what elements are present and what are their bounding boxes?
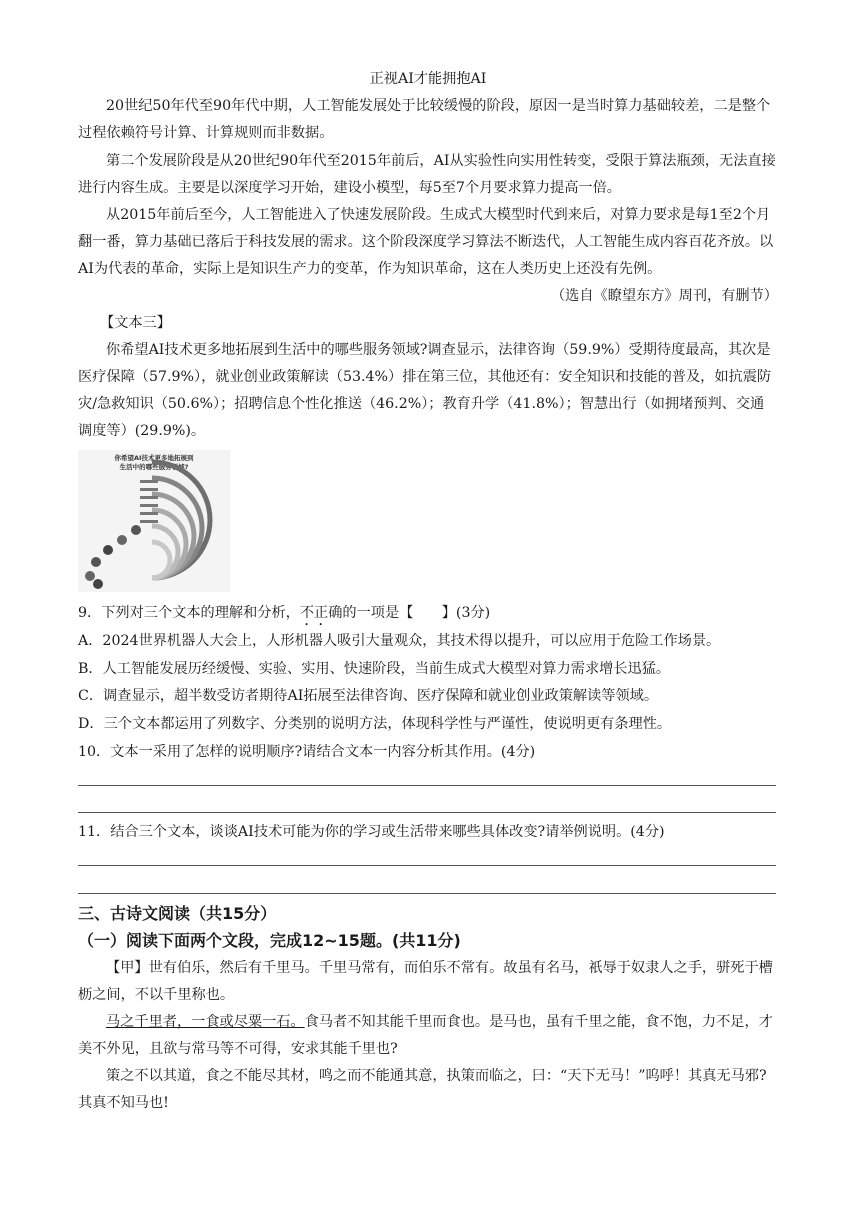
question-11: 11．结合三个文本，谈谈AI技术可能为你的学习或生活带来哪些具体改变?请举例说明。(4分) <box>78 824 665 840</box>
answer-line-q11-2[interactable] <box>78 893 776 894</box>
article-title: 正视AI才能拥抱AI <box>369 71 487 87</box>
section-3-heading: 三、古诗文阅读（共15分） <box>78 904 277 923</box>
text2-paragraph-2: 第二个发展阶段是从20世纪90年代至2015年前后，AI从实验性向实用性转变，受限于算法瓶颈，无法直接进行内容生成。主要是以深度学习开始，建设小模型，每5至7个月要求算力提高一倍。 <box>78 153 776 196</box>
text2-source: （选自《瞭望东方》周刊，有删节） <box>550 288 778 304</box>
jia-label: 【甲】 <box>106 960 149 976</box>
question-10: 10．文本一采用了怎样的说明顺序?请结合文本一内容分析其作用。(4分) <box>78 744 536 760</box>
jia-paragraph-1 <box>78 955 778 1009</box>
question-9-option-c: C．调查显示，超半数受访者期待AI拓展至法律咨询、医疗保障和就业创业政策解读等领域。 <box>78 688 659 704</box>
survey-figure <box>78 450 230 592</box>
question-9-option-a: A．2024世界机器人大会上，人形机器人吸引大量观众，其技术得以提升，可以应用于危险工作场景。 <box>78 633 721 649</box>
q9-stem-part-a: 9．下列对三个文本的理解和分析， <box>78 605 300 621</box>
jia-paragraph-3: 策之不以其道，食之不能尽其材，鸣之而不能通其意，执策而临之，曰：“天下无马！”呜呼！其真无马邪?其真不知马也! <box>78 1068 767 1111</box>
answer-line-q10-2[interactable] <box>78 812 776 813</box>
question-9-stem <box>78 600 778 629</box>
answer-line-q11-1[interactable] <box>78 865 776 866</box>
answer-line-q10-1[interactable] <box>78 785 776 786</box>
text2-paragraph-3: 从2015年前后至今，人工智能进入了快速发展阶段。生成式大模型时代到来后，对算力要求是每1至2个月翻一番，算力基础已落后于科技发展的需求。这个阶段深度学习算法不断迭代，人工智能生成内容百花齐放。以AI为代表的革命，实际上是知识生产力的变革，作为知识革命，这在人类历史上还没有先例。 <box>78 207 774 277</box>
jia-paragraph-2 <box>78 1009 778 1063</box>
survey-radial-chart <box>78 450 230 592</box>
jia-paragraph-2-text: 食马者不知其能千里而食也。是马也，虽有千里之能，食不饱，力不足，才美不外见，且欲与常马等不可得，安求其能千里也? <box>78 1014 773 1057</box>
figure-title-line1: 你希望AI技术更多地拓展到 <box>114 454 194 462</box>
q9-stem-part-b: 确的一项是【 】(3分) <box>328 605 491 621</box>
underlined-sentence: 马之千里者，一食或尽粟一石。 <box>106 1014 305 1030</box>
section-3-subheading: （一）阅读下面两个文段，完成12~15题。(共11分) <box>78 931 461 950</box>
figure-title-line2: 生活中的哪些服务领域? <box>119 463 189 471</box>
text3-label: 【文本三】 <box>100 315 171 331</box>
text2-paragraph-1: 20世纪50年代至90年代中期，人工智能发展处于比较缓慢的阶段，原因一是当时算力基础较差，二是整个过程依赖符号计算、计算规则而非数据。 <box>78 98 771 141</box>
question-9-option-d: D．三个文本都运用了列数字、分类别的说明方法，体现科学性与严谨性，使说明更有条理性。 <box>78 716 672 732</box>
jia-paragraph-1-text: 世有伯乐，然后有千里马。千里马常有，而伯乐不常有。故虽有名马，祇辱于奴隶人之手，骈死于槽枥之间，不以千里称也。 <box>78 960 773 1003</box>
q9-stem-emphasis: 不正 <box>299 605 329 621</box>
text3-paragraph: 你希望AI技术更多地拓展到生活中的哪些服务领域?调查显示，法律咨询（59.9%）受期待度最高，其次是医疗保障（57.9%），就业创业政策解读（53.4%）排在第三位，其他还有：安全知识和技能的普及，如抗震防灾/急救知识（50.6%）；招聘信息个性化推送（46.2%）；教育升学（41.8%）；智慧出行（如拥堵预判、交通调度等）(29.9%)。 <box>78 342 772 439</box>
question-9-option-b: B．人工智能发展历经缓慢、实验、实用、快速阶段，当前生成式大模型对算力需求增长迅猛。 <box>78 661 671 677</box>
